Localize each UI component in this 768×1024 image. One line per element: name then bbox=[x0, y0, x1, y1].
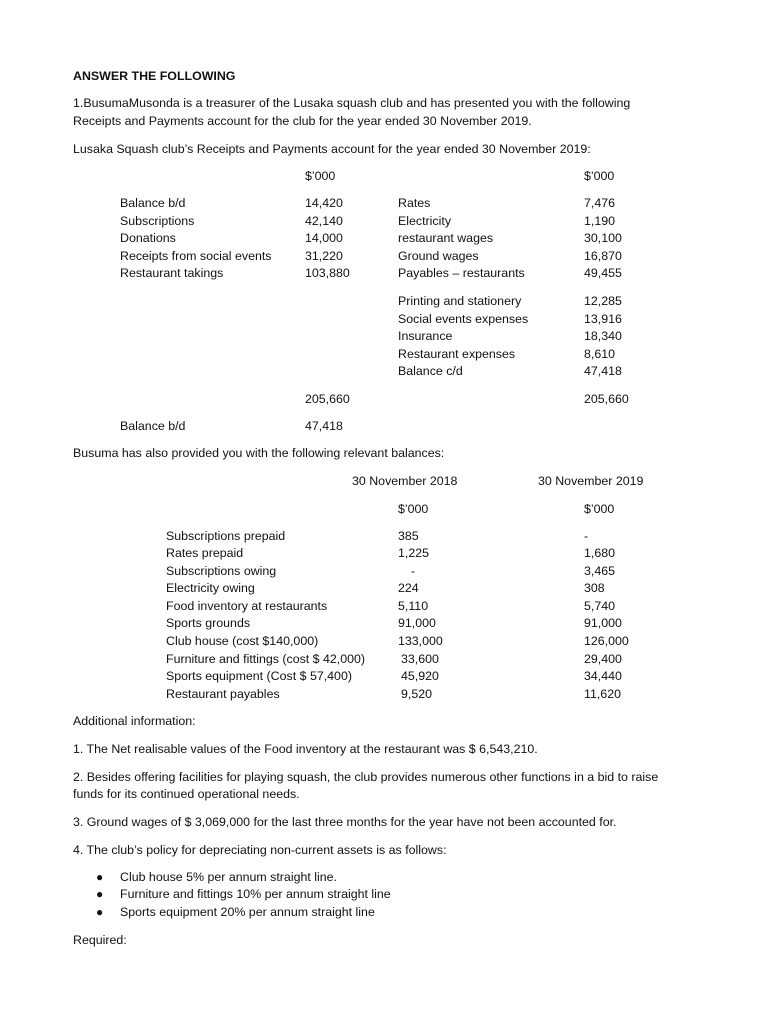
balance-label: Electricity owing bbox=[166, 581, 255, 595]
balance-2019: - bbox=[584, 529, 589, 543]
balance-2018: 91,000 bbox=[398, 616, 436, 630]
payment-label: Insurance bbox=[398, 329, 453, 343]
payment-label: Ground wages bbox=[398, 249, 479, 263]
payment-label: Rates bbox=[398, 196, 431, 210]
info-item-4: 4. The club’s policy for depreciating non-current assets is as follows: bbox=[73, 843, 447, 857]
payment-value: 7,476 bbox=[584, 196, 616, 210]
balance-2019: 3,465 bbox=[584, 564, 616, 578]
balances-intro: Busuma has also provided you with the following relevant balances: bbox=[73, 446, 445, 460]
intro-line-2: Receipts and Payments account for the club for the year ended 30 November 2019. bbox=[73, 114, 532, 128]
balance-label: Subscriptions prepaid bbox=[166, 529, 286, 543]
payment-value: 16,870 bbox=[584, 249, 622, 263]
balance-2018: 9,520 bbox=[401, 687, 433, 701]
bullet-icon: ● bbox=[96, 905, 104, 919]
page-heading: ANSWER THE FOLLOWING bbox=[73, 69, 236, 83]
balance-label: Subscriptions owing bbox=[166, 564, 277, 578]
payment-value: 8,610 bbox=[584, 347, 616, 361]
intro-line-1: 1.BusumaMusonda is a treasurer of the Lusaka squash club and has presented you with the following bbox=[73, 96, 631, 110]
balance-2019: 11,620 bbox=[584, 687, 621, 701]
payment-label: Electricity bbox=[398, 214, 452, 228]
balance-label: Rates prepaid bbox=[166, 546, 244, 560]
balance-2019: 126,000 bbox=[584, 634, 629, 648]
column-header-2019: 30 November 2019 bbox=[538, 474, 644, 488]
payment-label: Social events expenses bbox=[398, 312, 529, 326]
receipt-label: Receipts from social events bbox=[120, 249, 272, 263]
balance-label: Club house (cost $140,000) bbox=[166, 634, 319, 648]
balance-2019: 1,680 bbox=[584, 546, 616, 560]
receipt-label: Donations bbox=[120, 231, 176, 245]
required-label: Required: bbox=[73, 933, 127, 947]
balance-2018: 1,225 bbox=[398, 546, 430, 560]
receipt-value: 31,220 bbox=[305, 249, 343, 263]
payment-value: 1,190 bbox=[584, 214, 616, 228]
receipt-value: 14,000 bbox=[305, 231, 343, 245]
receipt-value: 14,420 bbox=[305, 196, 343, 210]
payment-label: restaurant wages bbox=[398, 231, 494, 245]
unit-2019: $’000 bbox=[584, 502, 615, 516]
payment-value: 47,418 bbox=[584, 364, 622, 378]
bullet-icon: ● bbox=[96, 870, 104, 884]
balance-label: Furniture and fittings (cost $ 42,000) bbox=[166, 652, 366, 666]
account-title: Lusaka Squash club’s Receipts and Payments account for the year ended 30 November 2019: bbox=[73, 142, 591, 156]
unit-2018: $’000 bbox=[398, 502, 429, 516]
balance-2019: 91,000 bbox=[584, 616, 622, 630]
payment-value: 13,916 bbox=[584, 312, 622, 326]
payment-label: Restaurant expenses bbox=[398, 347, 516, 361]
receipt-label: Restaurant takings bbox=[120, 266, 224, 280]
payment-value: 18,340 bbox=[584, 329, 622, 343]
total-payments: 205,660 bbox=[584, 392, 629, 406]
balance-label: Sports equipment (Cost $ 57,400) bbox=[166, 669, 352, 683]
balance-2018: 224 bbox=[398, 581, 419, 595]
additional-info-heading: Additional information: bbox=[73, 714, 196, 728]
balance-2018: 133,000 bbox=[398, 634, 443, 648]
payment-value: 12,285 bbox=[584, 294, 622, 308]
payment-label: Balance c/d bbox=[398, 364, 463, 378]
bullet-item: Club house 5% per annum straight line. bbox=[120, 870, 337, 884]
bullet-icon: ● bbox=[96, 887, 104, 901]
balance-2019: 29,400 bbox=[584, 652, 622, 666]
balance-2018: - bbox=[411, 564, 416, 578]
bullet-item: Sports equipment 20% per annum straight line bbox=[120, 905, 375, 919]
receipt-value: 42,140 bbox=[305, 214, 343, 228]
balance-2018: 33,600 bbox=[401, 652, 439, 666]
bullet-item: Furniture and fittings 10% per annum straight line bbox=[120, 887, 391, 901]
balance-bd-label: Balance b/d bbox=[120, 419, 186, 433]
payment-label: Payables – restaurants bbox=[398, 266, 525, 280]
payment-value: 30,100 bbox=[584, 231, 622, 245]
info-item-1: 1. The Net realisable values of the Food inventory at the restaurant was $ 6,543,210. bbox=[73, 742, 538, 756]
payment-label: Printing and stationery bbox=[398, 294, 522, 308]
balance-2018: 45,920 bbox=[401, 669, 439, 683]
balance-2019: 308 bbox=[584, 581, 605, 595]
info-item-2-line-2: funds for its continued operational needs. bbox=[73, 787, 300, 801]
receipt-value: 103,880 bbox=[305, 266, 350, 280]
info-item-2-line-1: 2. Besides offering facilities for playing squash, the club provides numerous other functions in a bid to raise bbox=[73, 770, 659, 784]
unit-left: $’000 bbox=[305, 169, 336, 183]
balance-2018: 385 bbox=[398, 529, 419, 543]
receipt-label: Subscriptions bbox=[120, 214, 195, 228]
balance-label: Food inventory at restaurants bbox=[166, 599, 328, 613]
balance-2019: 34,440 bbox=[584, 669, 622, 683]
total-receipts: 205,660 bbox=[305, 392, 350, 406]
unit-right: $’000 bbox=[584, 169, 615, 183]
receipt-label: Balance b/d bbox=[120, 196, 186, 210]
payment-value: 49,455 bbox=[584, 266, 622, 280]
balance-label: Sports grounds bbox=[166, 616, 251, 630]
balance-2018: 5,110 bbox=[398, 599, 429, 613]
info-item-3: 3. Ground wages of $ 3,069,000 for the last three months for the year have not been accounted for. bbox=[73, 815, 617, 829]
column-header-2018: 30 November 2018 bbox=[352, 474, 458, 488]
balance-2019: 5,740 bbox=[584, 599, 616, 613]
balance-bd-value: 47,418 bbox=[305, 419, 343, 433]
balance-label: Restaurant payables bbox=[166, 687, 280, 701]
